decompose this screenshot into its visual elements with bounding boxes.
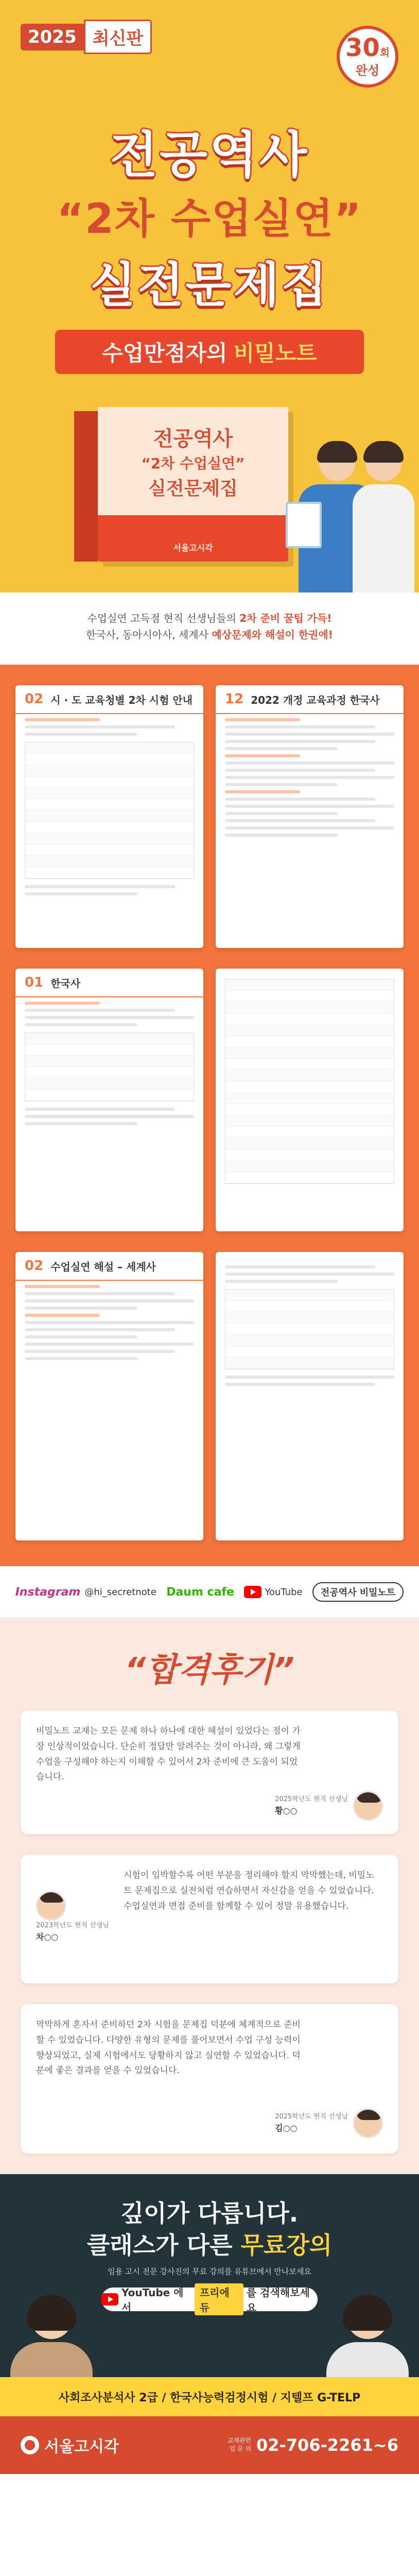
review-text: 시험이 임박할수록 어떤 부분을 정리해야 할지 막막했는데, 비밀노트 문제집으로 실전처럼 연습하면서 자신감을 얻을 수 있었습니다. 수업실연과 면접 준비를 함께할 수 있어 정말 유용했습니다.	[124, 1870, 374, 1911]
course-list-bar: 사회조사분석사 2급 / 한국사능력검정시험 / 지텔프 G-TELP	[0, 2377, 419, 2416]
sheet-title: 수업실연 해설 – 세계사	[50, 1260, 156, 1273]
edition-label: 최신판	[84, 20, 152, 54]
seal-label: 완성	[355, 63, 380, 78]
book-title-2: “2차 수업실연”	[141, 455, 245, 472]
instagram-icon: Instagram	[15, 1585, 81, 1599]
reviewer	[275, 1791, 383, 1821]
reviewer-name: 황○○	[275, 1805, 298, 1816]
review-text: 막막하게 혼자서 준비하던 2차 시험을 문제집 덕분에 체계적으로 준비할 수 있었습니다. 다양한 유형의 문제를 풀어보면서 수업 구성 능력이 향상되었고, 실제 시험에서도 당황하지 않고 실연할 수 있었습니다. 덕분에 좋은 결과를 얻을 수 있었습니다.	[36, 2020, 301, 2076]
sheet-number: 01	[25, 975, 44, 990]
publisher-logo[interactable]	[21, 2434, 119, 2456]
reviews-section	[0, 1618, 419, 2174]
intro-line2-prefix: 한국사, 동아시아사, 세계사	[86, 629, 208, 641]
preview-sheet	[15, 685, 203, 948]
review-card	[21, 1855, 398, 1984]
preview-sheet	[15, 1252, 203, 1540]
seal-unit: 회	[379, 46, 390, 59]
intro-line1-prefix: 수업실연 고득점 현직 선생님들의	[87, 612, 237, 624]
youtube-icon	[101, 2293, 118, 2306]
yt-suffix: 를 검색해보세요	[246, 2286, 310, 2314]
sheet-number: 02	[25, 1258, 44, 1274]
reviews-title: “합격후기”	[125, 1651, 294, 1689]
phone-number[interactable]: 02-706-2261~6	[256, 2435, 398, 2455]
youtube-search-button[interactable]	[101, 2286, 318, 2314]
banner-line-2: 클래스가 다른	[86, 2231, 233, 2259]
banner-desc: 임용 고시 전문 강사진의 무료 강의를 유튜브에서 만나보세요	[108, 2267, 311, 2276]
sheet-number: 02	[25, 691, 44, 707]
contact-label-1: 교재관련	[227, 2437, 251, 2445]
intro-section	[0, 592, 419, 665]
preview-section	[0, 665, 419, 1566]
clipboard-icon	[286, 502, 322, 548]
intro-line1-accent: 2차 준비 꿀팁 가득!	[239, 612, 332, 624]
book-spine	[74, 411, 98, 562]
title-line-2: “2차 수업실연”	[57, 195, 362, 243]
reviewer-avatar	[36, 1891, 66, 1921]
youtube-link[interactable]	[244, 1586, 302, 1598]
logo-icon	[21, 2436, 39, 2454]
yt-prefix: YouTube 에서	[121, 2286, 184, 2314]
publisher-name: 서울고시각	[44, 2438, 119, 2456]
preview-sheet	[216, 969, 404, 1231]
sheet-table	[25, 1032, 194, 1101]
subtitle-highlight: 비밀노트	[233, 341, 317, 366]
review-card	[21, 1710, 398, 1834]
book-publisher: 서울고시각	[173, 543, 213, 553]
sheet-table	[25, 742, 194, 879]
teacher-illustration-2	[350, 445, 417, 592]
title-line-3: 실전문제집	[90, 258, 329, 313]
book-cover	[98, 407, 288, 562]
review-text: 비밀노트 교재는 모든 문제 하나 하나에 대한 해설이 있었다는 점이 가장 인상적이었습니다. 단순히 정답만 알려주는 것이 아니라, 왜 그렇게 수업을 구성해야 하는지 이해할 수 있어서 2차 준비에 큰 도움이 되었습니다.	[36, 1726, 301, 1783]
sheet-number: 12	[225, 691, 244, 707]
review-card	[21, 2004, 398, 2154]
edition-badge	[21, 20, 152, 54]
book-title-3: 실전문제집	[148, 478, 238, 499]
youtube-icon	[244, 1586, 261, 1598]
banner-highlight: 무료강의	[240, 2231, 333, 2259]
reviewer-meta: 2025학년도 현직 선생님	[275, 1795, 348, 1804]
daum-cafe-icon: Daum cafe	[166, 1585, 234, 1599]
reviewer-meta: 2025학년도 현직 선생님	[275, 2113, 348, 2121]
reviewer	[275, 2108, 383, 2138]
title-line-1: 전공역사	[110, 126, 309, 184]
channel-pill[interactable]: 전공역사 비밀노트	[312, 1582, 404, 1602]
social-bar	[0, 1566, 419, 1618]
banner-line-1: 깊이가 다릅니다.	[120, 2199, 299, 2227]
contact	[228, 2435, 398, 2455]
subtitle-banner	[55, 330, 364, 374]
book-title-1: 전공역사	[153, 427, 233, 451]
sheet-title: 한국사	[50, 977, 81, 990]
contact-label-2: 입 문 의	[229, 2445, 251, 2452]
reviewer-meta: 2023학년도 현직 선생님	[36, 1922, 109, 1929]
seal-number: 30	[345, 33, 380, 62]
reviewer-name: 김○○	[275, 2123, 298, 2133]
preview-sheet	[15, 969, 203, 1231]
intro-line2-accent: 예상문제와 해설이 한권에!	[212, 629, 333, 641]
preview-sheet	[216, 1252, 404, 1540]
sheet-title: 시 · 도 교육청별 2차 시험 안내	[50, 693, 193, 706]
reviewer-avatar	[353, 1791, 383, 1821]
sheet-title: 2022 개정 교육과정 한국사	[251, 693, 380, 706]
youtube-label: YouTube	[265, 1586, 303, 1598]
reviewer-name: 차○○	[36, 1931, 59, 1942]
cafe-link[interactable]	[166, 1586, 234, 1599]
preview-sheet	[216, 685, 404, 948]
free-lecture-banner	[0, 2174, 419, 2416]
subtitle-prefix: 수업만점자의	[102, 341, 228, 366]
hero-section	[0, 0, 419, 592]
edition-year: 2025	[21, 24, 84, 50]
instagram-link[interactable]	[15, 1586, 156, 1599]
footer	[0, 2416, 419, 2474]
instagram-handle: @hi_secretnote	[84, 1586, 156, 1598]
reviewer	[36, 1891, 109, 1943]
completion-seal	[337, 26, 398, 88]
sheet-table	[225, 1289, 394, 1369]
yt-brand: 프리에듀	[195, 2283, 243, 2315]
sheet-table	[225, 979, 394, 1184]
reviewer-avatar	[353, 2108, 383, 2138]
